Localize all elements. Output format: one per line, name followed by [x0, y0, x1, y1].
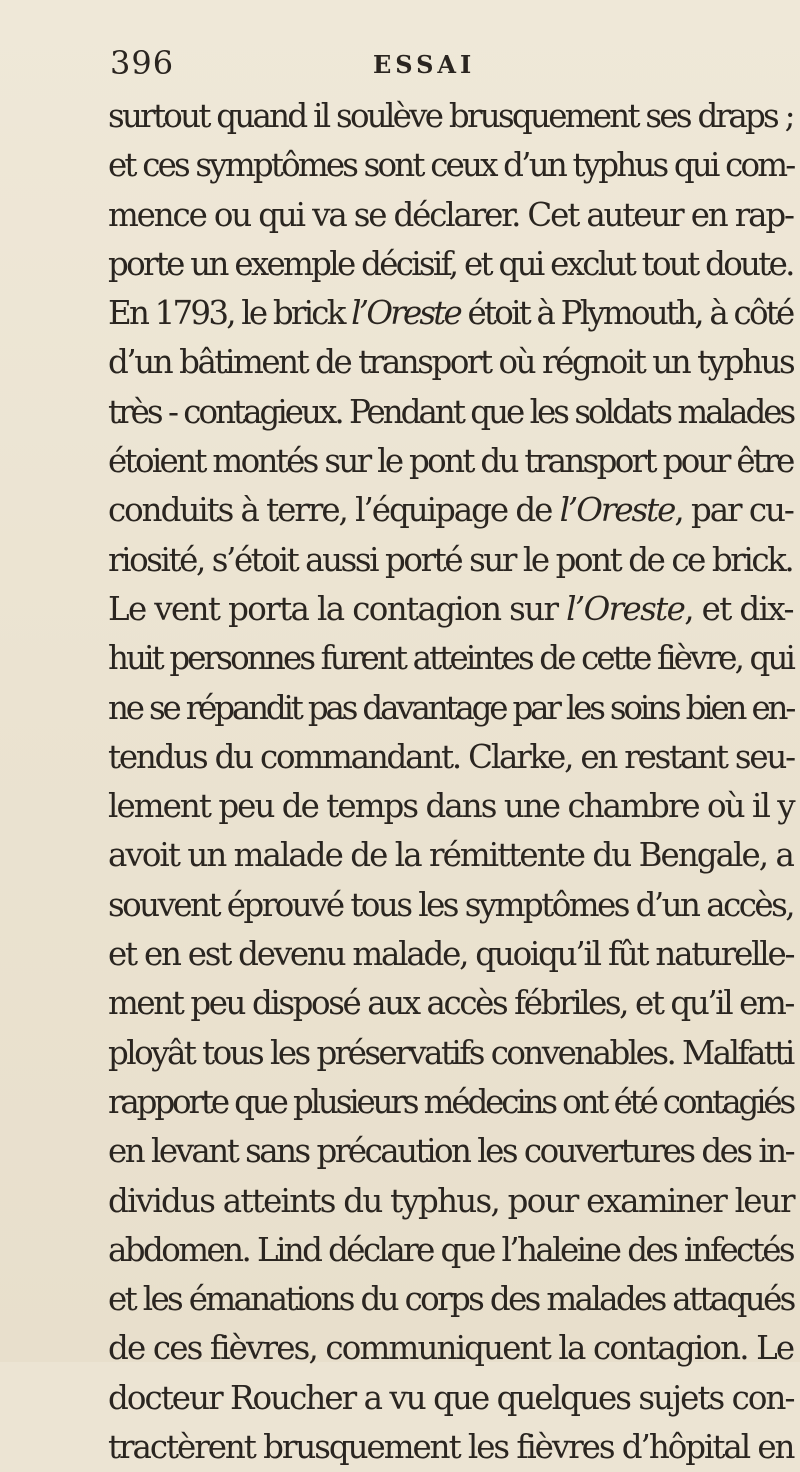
- text-segment: , par cu-: [674, 491, 793, 530]
- text-line: en levant sans précaution les couvertures des in-: [108, 1132, 794, 1171]
- text-segment: , et dix-: [684, 589, 793, 628]
- text-line: et les émanations du corps des malades attaqués: [108, 1280, 794, 1319]
- text-segment: étoit à Plymouth, à côté: [460, 294, 793, 333]
- ship-name-italic: l’Oreste: [566, 589, 685, 628]
- text-line: très - contagieux. Pendant que les soldats malades: [108, 392, 794, 431]
- text-line: surtout quand il soulève brusquement ses draps ;: [108, 97, 793, 135]
- text-line: d’un bâtiment de transport où régnoit un typhus: [108, 343, 794, 382]
- text-line: abdomen. Lind déclare que l’haleine des infectés: [108, 1230, 794, 1269]
- text-line: étoient montés sur le pont du transport pour être: [108, 442, 793, 481]
- text-line: porte un exemple décisif, et qui exclut tout doute.: [108, 244, 793, 283]
- text-line: avoit un malade de la rémittente du Bengale, a: [108, 836, 793, 875]
- text-line: [108, 289, 793, 338]
- text-segment: En 1793, le brick: [108, 294, 352, 333]
- text-line: riosité, s’étoit aussi porté sur le pont de ce brick.: [108, 540, 793, 579]
- text-segment: conduits à terre, l’équipage de: [108, 491, 560, 530]
- text-line: de ces fièvres, communiquent la contagion. Le: [108, 1329, 794, 1368]
- text-line: et ces symptômes sont ceux d’un typhus qui com-: [108, 146, 794, 185]
- text-line: souvent éprouvé tous les symptômes d’un accès,: [108, 885, 793, 924]
- text-line: mence ou qui va se déclarer. Cet auteur en rap-: [108, 195, 793, 234]
- ship-name-italic: l’Oreste: [559, 491, 675, 530]
- text-line: [108, 585, 793, 634]
- text-line: [108, 486, 793, 535]
- text-line: dividus atteints du typhus, pour examiner leur: [108, 1181, 794, 1220]
- text-line: huit personnes furent atteintes de cette fièvre, qui: [108, 639, 794, 678]
- text-line: tendus du commandant. Clarke, en restant seu-: [108, 737, 794, 776]
- text-segment: Le vent porta la contagion sur: [108, 589, 567, 628]
- text-line: lement peu de temps dans une chambre où il y: [108, 787, 794, 826]
- text-line: tractèrent brusquement les fièvres d’hôpital en: [108, 1428, 794, 1467]
- running-head: [110, 44, 740, 84]
- running-title: ESSAI: [373, 50, 476, 79]
- text-line: ployât tous les préservatifs convenables. Malfatti: [108, 1033, 793, 1072]
- text-line: rapporte que plusieurs médecins ont été contagiés: [108, 1082, 794, 1121]
- text-line: et en est devenu malade, quoiqu’il fût naturelle-: [108, 935, 794, 974]
- body-text: [108, 92, 794, 1472]
- text-line: ne se répandit pas davantage par les soins bien en-: [108, 688, 794, 727]
- ship-name-italic: l’Oreste: [351, 294, 461, 333]
- page-number: 396: [110, 44, 175, 82]
- text-line: ment peu disposé aux accès fébriles, et qu’il em-: [108, 984, 793, 1023]
- text-line: docteur Roucher a vu que quelques sujets con-: [108, 1378, 794, 1417]
